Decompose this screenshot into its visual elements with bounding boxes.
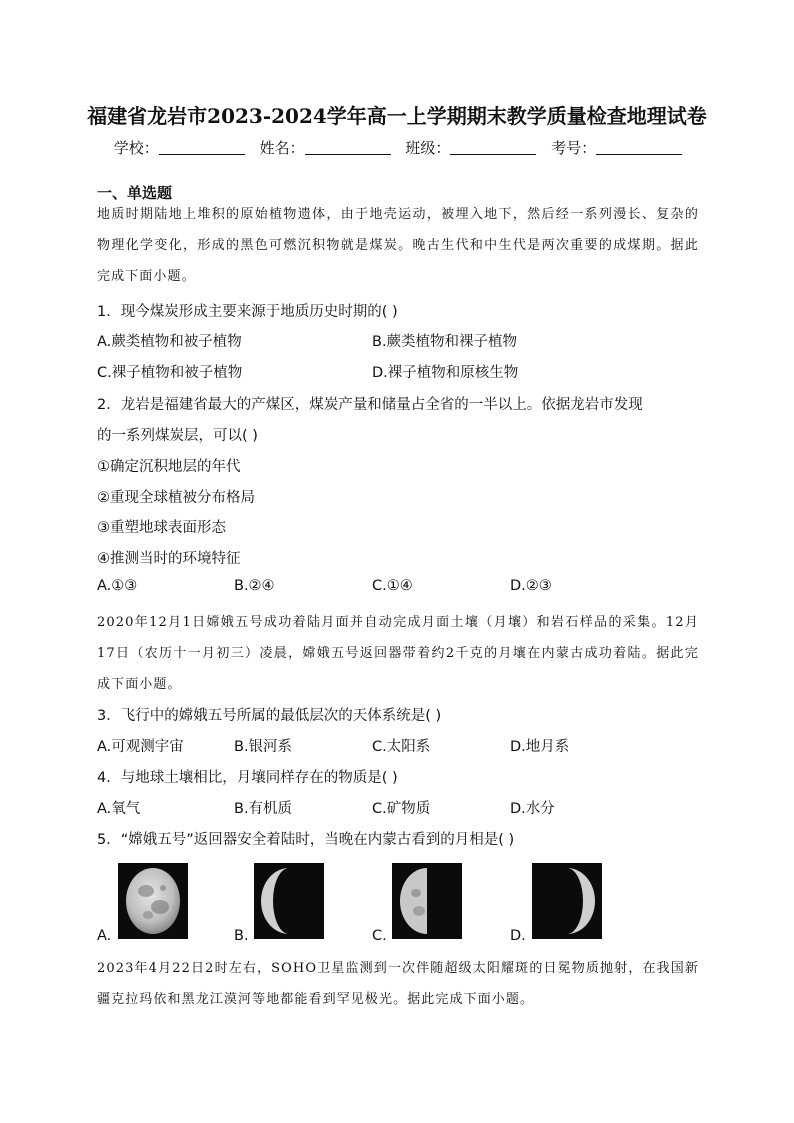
question-1-stem: 1．现今煤炭形成主要来源于地质历史时期的( ) xyxy=(97,304,398,320)
q3-option-d: D.地月系 xyxy=(510,739,570,755)
exam-number-label: 考号： xyxy=(551,139,597,157)
q5-option-c: C. xyxy=(372,928,387,944)
q2-item-1: ①确定沉积地层的年代 xyxy=(97,459,241,475)
student-info-row xyxy=(0,137,794,158)
question-3-stem: 3．飞行中的嫦娥五号所属的最低层次的天体系统是( ) xyxy=(97,708,442,724)
q2-option-a: A.①③ xyxy=(97,578,138,594)
class-label: 班级： xyxy=(405,139,451,157)
exam-number-blank xyxy=(596,140,682,155)
q1-option-d: D.裸子植物和原核生物 xyxy=(372,365,519,381)
exam-title: 福建省龙岩市2023-2024学年高一上学期期末教学质量检查地理试卷 xyxy=(87,104,707,128)
question-5-stem: 5．“嫦娥五号”返回器安全着陆时，当晚在内蒙古看到的月相是( ) xyxy=(97,832,515,848)
question-4-stem: 4．与地球土壤相比，月壤同样存在的物质是( ) xyxy=(97,770,398,786)
q4-option-b: B.有机质 xyxy=(234,801,293,817)
q3-option-c: C.太阳系 xyxy=(372,739,431,755)
q1-option-a: A.蕨类植物和被子植物 xyxy=(97,334,242,350)
question-2-stem-line1: 2．龙岩是福建省最大的产煤区，煤炭产量和储量占全省的一半以上。依据龙岩市发现 xyxy=(97,397,643,413)
full-moon-icon xyxy=(118,863,188,939)
q4-option-a: A.氧气 xyxy=(97,801,141,817)
question-2-stem-line2: 的一系列煤炭层，可以( ) xyxy=(97,428,258,444)
name-label: 姓名： xyxy=(259,139,305,157)
q2-item-2: ②重现全球植被分布格局 xyxy=(97,490,255,506)
q2-option-c: C.①④ xyxy=(372,578,413,594)
q2-option-d: D.②③ xyxy=(510,578,552,594)
q3-option-b: B.银河系 xyxy=(234,739,293,755)
q5-option-a: A. xyxy=(97,928,112,944)
section-heading: 一、单选题 xyxy=(97,184,173,202)
q5-option-b: B. xyxy=(234,928,249,944)
q2-item-3: ③重塑地球表面形态 xyxy=(97,520,226,536)
q2-item-4: ④推测当时的环境特征 xyxy=(97,551,241,567)
q3-option-a: A.可观测宇宙 xyxy=(97,739,184,755)
waning-crescent-icon xyxy=(532,863,602,939)
waxing-crescent-icon xyxy=(254,863,324,939)
q4-option-d: D.水分 xyxy=(510,801,555,817)
q5-option-d: D. xyxy=(510,928,526,944)
passage-change5: 2020年12月1日嫦娥五号成功着陆月面并自动完成月面土壤（月壤）和岩石样品的采集。12月17日（农历十一月初三）凌晨，嫦娥五号返回器带着约2千克的月壤在内蒙古成功着陆。据此完成下面小题。 xyxy=(97,615,699,692)
q1-option-b: B.蕨类植物和裸子植物 xyxy=(372,334,518,350)
q1-option-c: C.裸子植物和被子植物 xyxy=(97,365,243,381)
school-blank xyxy=(159,140,245,155)
class-blank xyxy=(450,140,536,155)
q2-option-b: B.②④ xyxy=(234,578,275,594)
school-label: 学校： xyxy=(113,139,159,157)
q4-option-c: C.矿物质 xyxy=(372,801,431,817)
first-quarter-moon-icon xyxy=(392,863,462,939)
passage-solar-flare: 2023年4月22日2时左右，SOHO卫星监测到一次伴随超级太阳耀斑的日冕物质抛射，在我国新疆克拉玛依和黑龙江漠河等地都能看到罕见极光。据此完成下面小题。 xyxy=(97,961,699,1007)
passage-coal: 地质时期陆地上堆积的原始植物遗体，由于地壳运动，被埋入地下，然后经一系列漫长、复杂的物理化学变化，形成的黑色可燃沉积物就是煤炭。晚古生代和中生代是两次重要的成煤期。据此完成下面小题。 xyxy=(97,207,699,284)
name-blank xyxy=(305,140,391,155)
